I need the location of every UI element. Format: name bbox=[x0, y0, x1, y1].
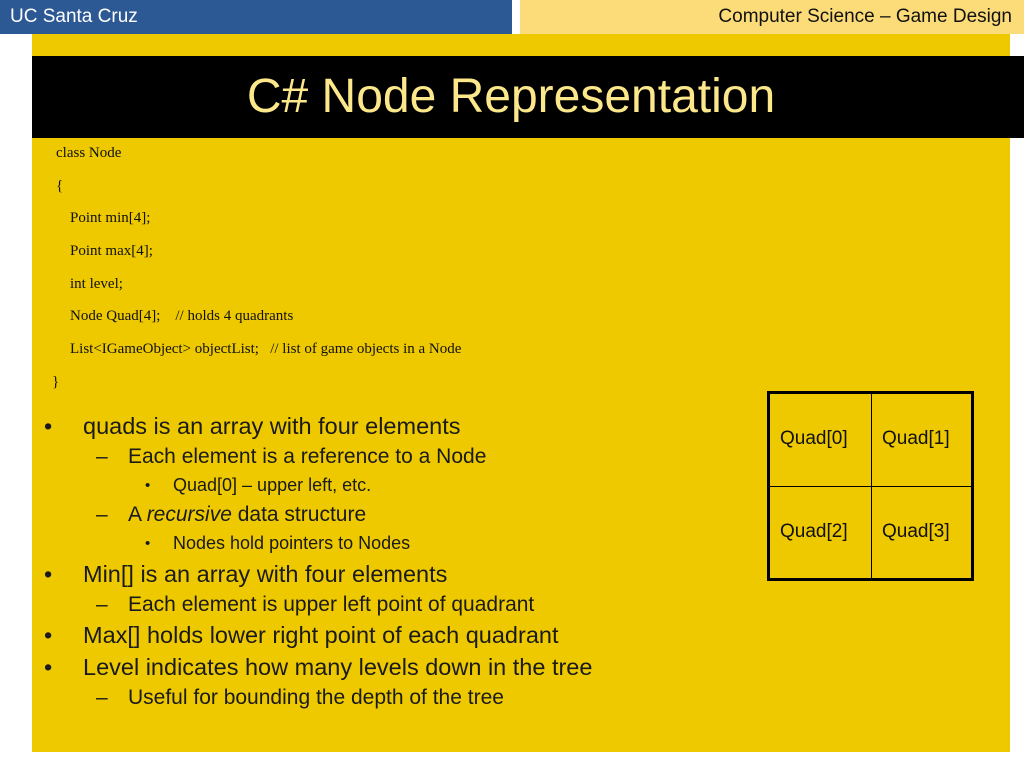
header-course: Computer Science – Game Design bbox=[520, 0, 1024, 34]
quad-cell-1: Quad[1] bbox=[872, 394, 971, 487]
sub-bullet-text-suffix: data structure bbox=[231, 503, 367, 526]
code-line: { bbox=[56, 177, 64, 194]
code-line: Point min[4]; bbox=[70, 210, 151, 227]
sub-bullet-text: Each element is upper left point of quadrant bbox=[128, 593, 535, 616]
bullet-list bbox=[42, 410, 742, 712]
bullet-item bbox=[42, 651, 742, 683]
bullet-marker: • bbox=[145, 535, 151, 552]
code-line: Node Quad[4]; // holds 4 quadrants bbox=[70, 308, 294, 325]
code-line: class Node bbox=[56, 145, 122, 161]
bullet-marker: • bbox=[44, 413, 53, 439]
bullet-item bbox=[42, 410, 742, 442]
dash-marker: – bbox=[96, 445, 108, 468]
bullet-text: Max[] holds lower right point of each quadrant bbox=[83, 622, 559, 648]
code-line: Point max[4]; bbox=[70, 243, 153, 260]
sub-bullet-item bbox=[42, 500, 742, 529]
bullet-marker: • bbox=[44, 622, 53, 648]
slide-title: C# Node Representation bbox=[246, 70, 776, 123]
sub-sub-bullet-text: Nodes hold pointers to Nodes bbox=[173, 533, 411, 553]
sub-bullet-text: Each element is a reference to a Node bbox=[128, 445, 487, 468]
sub-bullet-item bbox=[42, 683, 742, 712]
header-divider bbox=[512, 0, 520, 34]
sub-bullet-item bbox=[42, 442, 742, 471]
sub-bullet-item bbox=[42, 590, 742, 619]
dash-marker: – bbox=[96, 503, 108, 526]
bullet-text: Min[] is an array with four elements bbox=[83, 561, 448, 587]
sub-bullet-emphasis: recursive bbox=[146, 503, 232, 526]
bullet-text: Level indicates how many levels down in the tree bbox=[83, 654, 593, 680]
bullet-marker: • bbox=[44, 654, 53, 680]
sub-bullet-text: Useful for bounding the depth of the tree bbox=[128, 686, 504, 709]
code-line: } bbox=[52, 373, 60, 390]
bullet-marker: • bbox=[44, 561, 53, 587]
bullet-marker: • bbox=[145, 477, 151, 494]
bullet-item bbox=[42, 558, 742, 590]
dash-marker: – bbox=[96, 686, 108, 709]
code-line: List<IGameObject> objectList; // list of game objects in a Node bbox=[70, 341, 462, 358]
quadrant-diagram bbox=[767, 391, 974, 581]
sub-sub-bullet-item bbox=[42, 471, 742, 500]
sub-bullet-text-prefix: A bbox=[128, 503, 147, 526]
quad-cell-2: Quad[2] bbox=[770, 487, 872, 578]
quad-cell-3: Quad[3] bbox=[882, 521, 950, 542]
bullet-item bbox=[42, 619, 742, 651]
code-block bbox=[52, 142, 462, 404]
quad-cell-0: Quad[0] bbox=[770, 394, 872, 487]
sub-sub-bullet-item bbox=[42, 529, 742, 558]
sub-sub-bullet-text: Quad[0] – upper left, etc. bbox=[173, 475, 372, 495]
code-line: int level; bbox=[70, 275, 123, 292]
header-university: UC Santa Cruz bbox=[0, 0, 512, 34]
dash-marker: – bbox=[96, 593, 108, 616]
bullet-text: quads is an array with four elements bbox=[83, 413, 461, 439]
